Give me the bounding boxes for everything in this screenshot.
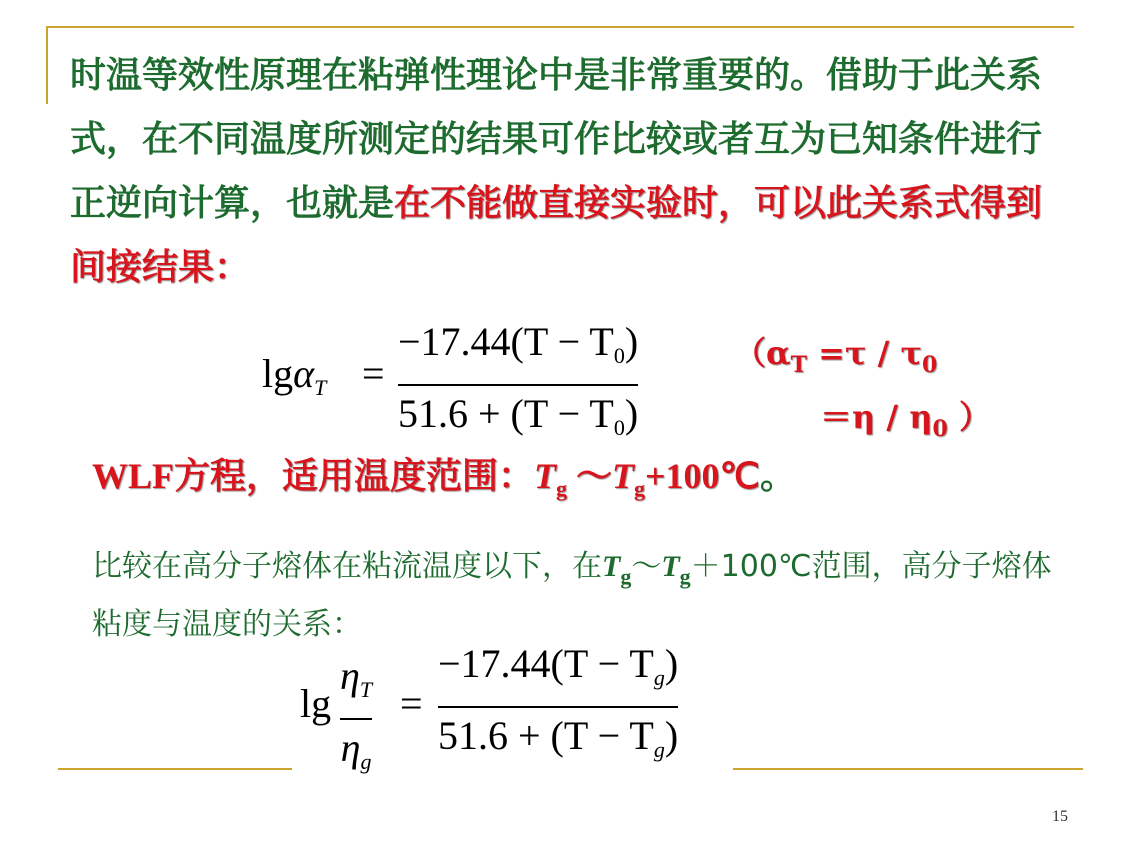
wlf-t1-sub: g — [556, 476, 568, 501]
eq2-num-sub: g — [653, 665, 665, 690]
eq1-equals: = — [362, 351, 385, 396]
eq1-alpha-sub: T — [314, 375, 327, 400]
cond-eta: ＝η / η — [820, 398, 933, 436]
intro-paragraph — [70, 44, 1070, 300]
cond-close: ） — [947, 398, 991, 436]
eq2-denominator — [438, 712, 678, 774]
eq1-den-close: ) — [624, 391, 639, 436]
condition-line2 — [820, 392, 991, 442]
eq2-fraction — [438, 640, 678, 774]
eq1-num-text: −17.44(T − T — [398, 319, 614, 364]
wlf-label: WLF方程，适用温度范围： — [92, 456, 535, 496]
top-decor-line — [46, 26, 1074, 28]
left-decor-line — [46, 26, 48, 104]
eq2-eta-top — [340, 652, 372, 714]
eq2-fraction-bar — [438, 706, 678, 708]
eq1-den-text: 51.6 + (T − T — [398, 391, 614, 436]
eq2-eta-bottom — [341, 724, 372, 786]
cond-sub-0: 0 — [922, 352, 938, 378]
eq1-num-sub: 0 — [613, 343, 625, 368]
eq1-lhs — [262, 350, 326, 401]
eq1-denominator — [398, 390, 638, 452]
eq2-eta-ratio — [340, 652, 372, 786]
cond-eta-sub: 0 — [932, 416, 948, 442]
eq2-numerator — [438, 640, 678, 702]
viscosity-paragraph — [92, 543, 1052, 649]
condition-line1 — [734, 328, 937, 378]
eq2-lg: lg — [300, 681, 332, 726]
wlf-t2: T — [612, 456, 635, 496]
intro-highlight: 在不能做直接实验时，可以此关系式得到间接结果： — [70, 183, 1043, 288]
wlf-tilde: ～ — [567, 456, 613, 496]
eq1-num-close: ) — [624, 319, 639, 364]
bottom-left-decor-line — [58, 768, 292, 770]
wlf-end: 。 — [759, 456, 796, 496]
p2-t2: T — [661, 550, 680, 583]
eq2-eta-g: η — [340, 725, 361, 770]
wlf-t1: T — [534, 456, 557, 496]
eq2-eta-t: η — [340, 653, 360, 698]
eq2-num-close: ) — [664, 641, 679, 686]
eq1-numerator — [398, 318, 638, 380]
cond-tau: =τ / τ — [807, 334, 922, 372]
cond-open: （α — [734, 334, 791, 372]
page-number: 15 — [1052, 808, 1068, 825]
eq2-equals: = — [400, 681, 423, 726]
bottom-right-decor-line — [733, 768, 1083, 770]
eq2-den-sub: g — [653, 737, 665, 762]
eq2-eta-t-sub: T — [359, 677, 373, 702]
eq2-den-text: 51.6 + (T − T — [438, 713, 654, 758]
eq2-ratio-bar — [340, 718, 372, 720]
eq1-den-sub: 0 — [613, 415, 625, 440]
p2-tail: ＋100℃范围，高分子熔体粘度与温度的关系： — [92, 549, 1052, 642]
eq2-num-text: −17.44(T − T — [438, 641, 654, 686]
eq1-lg: lg — [262, 351, 294, 396]
p2-t2-sub: g — [679, 564, 691, 589]
p2-text: 比较在高分子熔体在粘流温度以下，在 — [92, 549, 602, 584]
eq2-den-close: ) — [664, 713, 679, 758]
eq1-fraction — [398, 318, 638, 452]
p2-t1-sub: g — [620, 564, 632, 589]
intro-text: 时温等效性原理在粘弹性理论中是非常重要的。借助于此关系式，在不同温度所测定的结果可作比较或者互为已知条件进行正逆向计算，也就是 — [70, 55, 1043, 224]
cond-sub-t: T — [790, 352, 808, 378]
wlf-range-line — [92, 448, 796, 502]
eq1-fraction-bar — [398, 384, 638, 386]
wlf-t2-sub: g — [634, 476, 646, 501]
p2-tilde: ～ — [631, 549, 662, 584]
wlf-tail: +100℃ — [645, 456, 760, 496]
eq2-eta-g-sub: g — [360, 749, 372, 774]
p2-t1: T — [602, 550, 621, 583]
eq1-alpha: α — [293, 351, 315, 396]
